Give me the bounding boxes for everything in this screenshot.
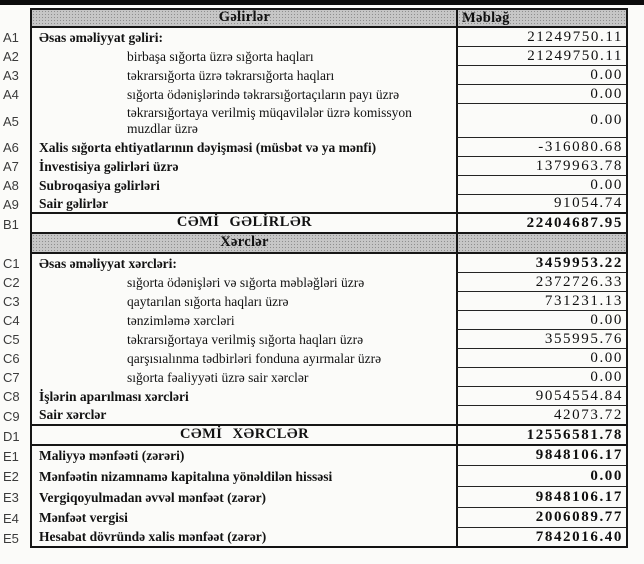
table-row-C6 xyxy=(0,349,628,368)
table-row-C7 xyxy=(0,368,628,387)
row-value-C3: 731231.13 xyxy=(456,292,626,311)
row-label-C8: İşlərin aparılması xərcləri xyxy=(39,388,189,404)
row-value-D1: 12556581.78 xyxy=(456,426,626,446)
row-code-A3: A3 xyxy=(3,68,19,83)
row-code-C9: C9 xyxy=(3,408,20,424)
row-value-C2: 2372726.33 xyxy=(456,273,626,292)
row-label-E3: Vergiqoyulmadan əvvəl mənfəət (zərər) xyxy=(39,489,267,505)
row-label-A8: Subroqasiya gəlirləri xyxy=(39,177,160,193)
row-label-C2: sığorta ödənişləri və sığorta məbləğləri üzrə xyxy=(127,274,365,290)
row-value-A5: 0.00 xyxy=(456,104,626,138)
row-code-A4: A4 xyxy=(3,87,19,102)
row-code-E5: E5 xyxy=(3,530,19,546)
row-value-A9: 91054.74 xyxy=(456,195,626,214)
row-code-C3: C3 xyxy=(3,294,20,309)
row-value-A2: 21249750.11 xyxy=(456,47,626,66)
scan-top-bar xyxy=(0,0,644,5)
row-value-C6: 0.00 xyxy=(456,349,626,368)
row-code-C5: C5 xyxy=(3,332,20,347)
row-label-A6: Xalis sığorta ehtiyatlarının dəyişməsi (müsbət və ya mənfi) xyxy=(39,139,377,155)
table-row-D1 xyxy=(0,426,628,446)
row-code-E3: E3 xyxy=(3,490,19,505)
row-code-header xyxy=(0,8,30,28)
table-row-header xyxy=(0,8,628,28)
row-label-B1: CƏMİ GƏLİRLƏR xyxy=(32,214,456,234)
table-row-C1 xyxy=(0,254,628,273)
row-value-A4: 0.00 xyxy=(456,85,626,104)
row-label-E5: Hesabat dövründə xalis mənfəət (zərər) xyxy=(32,528,456,548)
row-value-E1: 9848106.17 xyxy=(456,446,626,466)
row-value-C7: 0.00 xyxy=(456,368,626,387)
table-row-A8 xyxy=(0,176,628,195)
row-value-A8: 0.00 xyxy=(456,176,626,195)
row-value-E2: 0.00 xyxy=(456,466,626,487)
table-row-A4 xyxy=(0,85,628,104)
row-label-A5: təkrarsığortaya verilmiş müqavilələr üzrə komissyon muzdlar üzrə xyxy=(127,105,412,136)
row-label-C3: qaytarılan sığorta haqları üzrə xyxy=(127,293,289,309)
row-code-C2: C2 xyxy=(3,275,20,290)
table-row-C8 xyxy=(0,387,628,406)
expenses-section-header: Xərclər xyxy=(32,234,456,254)
row-label-C6: qarşısıalınma tədbirləri fonduna ayırmalar üzrə xyxy=(127,350,382,366)
row-label-A4: sığorta ödənişlərində təkrarsığortaçıların payı üzrə xyxy=(127,86,400,102)
amount-column-header: Məbləğ xyxy=(456,8,626,28)
row-value-C1: 3459953.22 xyxy=(456,254,626,273)
table-row-E3 xyxy=(0,487,628,508)
table-row-E5 xyxy=(0,528,628,548)
table-row-C5 xyxy=(0,330,628,349)
row-code-A6: A6 xyxy=(3,140,19,155)
row-value-A7: 1379963.78 xyxy=(456,157,626,176)
row-code-A5: A5 xyxy=(3,113,19,129)
row-code-E2: E2 xyxy=(3,469,19,484)
row-value-A3: 0.00 xyxy=(456,66,626,85)
row-code-D1: D1 xyxy=(3,428,20,444)
table-row-section xyxy=(0,234,628,254)
row-label-C1: Əsas əməliyyat xərcləri: xyxy=(39,255,177,271)
row-value-A6: -316080.68 xyxy=(456,138,626,157)
financial-statement-table xyxy=(0,8,628,548)
table-row-A7 xyxy=(0,157,628,176)
row-code-A9: A9 xyxy=(3,197,19,212)
row-value-C9: 42073.72 xyxy=(456,406,626,426)
table-row-A5 xyxy=(0,104,628,138)
row-code-C4: C4 xyxy=(3,313,20,328)
row-label-A3: təkrarsığorta üzrə təkrarsığorta haqları xyxy=(127,67,335,83)
row-code-B1: B1 xyxy=(3,216,19,232)
row-code-C1: C1 xyxy=(3,256,20,271)
table-row-A1 xyxy=(0,28,628,47)
table-row-E4 xyxy=(0,508,628,528)
row-label-C9: Sair xərclər xyxy=(32,406,456,426)
table-row-A2 xyxy=(0,47,628,66)
table-row-E1 xyxy=(0,446,628,466)
row-code-A2: A2 xyxy=(3,49,19,64)
row-value-A1: 21249750.11 xyxy=(456,28,626,47)
row-label-E4: Mənfəət vergisi xyxy=(39,510,128,526)
row-code-A1: A1 xyxy=(3,30,19,45)
row-code-C6: C6 xyxy=(3,351,20,366)
table-row-C4 xyxy=(0,311,628,330)
row-value-B1: 22404687.95 xyxy=(456,214,626,234)
table-row-C9 xyxy=(0,406,628,426)
row-code-A8: A8 xyxy=(3,178,19,193)
row-value-C4: 0.00 xyxy=(456,311,626,330)
table-row-A3 xyxy=(0,66,628,85)
table-row-C2 xyxy=(0,273,628,292)
row-code-section xyxy=(0,234,30,254)
row-code-C8: C8 xyxy=(3,389,20,404)
row-label-D1: CƏMİ XƏRCLƏR xyxy=(32,426,456,446)
row-value-section xyxy=(456,234,626,254)
row-code-E4: E4 xyxy=(3,510,19,526)
row-label-A7: İnvestisiya gəlirləri üzrə xyxy=(39,158,179,174)
row-label-C5: təkrarsığortaya verilmiş sığorta haqları üzrə xyxy=(127,331,364,347)
row-code-E1: E1 xyxy=(3,448,19,464)
row-code-A7: A7 xyxy=(3,159,19,174)
row-code-C7: C7 xyxy=(3,370,20,385)
income-section-header: Gəlirlər xyxy=(32,8,456,28)
table-row-C3 xyxy=(0,292,628,311)
row-label-A9: Sair gəlirlər xyxy=(32,195,456,214)
row-value-C8: 9054554.84 xyxy=(456,387,626,406)
table-row-A9 xyxy=(0,195,628,214)
table-row-B1 xyxy=(0,214,628,234)
row-label-C7: sığorta fəaliyyəti üzrə sair xərclər xyxy=(127,369,309,385)
row-label-A1: Əsas əməliyyat gəliri: xyxy=(39,29,163,45)
row-value-E3: 9848106.17 xyxy=(456,487,626,508)
table-row-A6 xyxy=(0,138,628,157)
table-row-E2 xyxy=(0,466,628,487)
row-value-E4: 2006089.77 xyxy=(456,508,626,528)
row-label-E1: Maliyyə mənfəəti (zərəri) xyxy=(39,448,185,464)
row-label-C4: tənzimləmə xərcləri xyxy=(127,312,235,328)
row-value-C5: 355995.76 xyxy=(456,330,626,349)
row-label-A2: birbaşa sığorta üzrə sığorta haqları xyxy=(127,48,314,64)
row-value-E5: 7842016.40 xyxy=(456,528,626,548)
row-label-E2: Mənfəətin nizamnamə kapitalına yönəldilən hissəsi xyxy=(39,468,333,484)
